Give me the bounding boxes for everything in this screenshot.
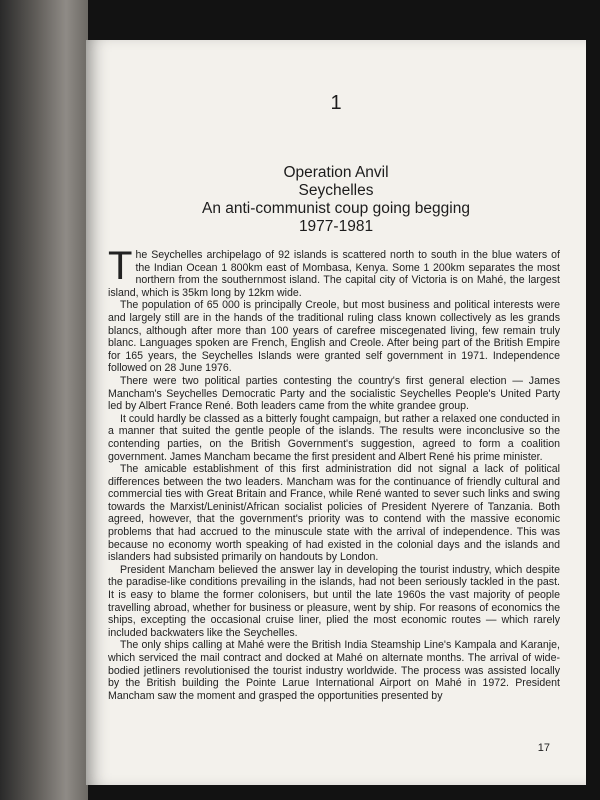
chapter-title-line: 1977-1981 [298,218,374,235]
paragraph-text: he Seychelles archipelago of 92 islands is scattered north to south in the blue waters of the Indian Ocean 1 800km east of Mombasa, Kenya. Some 1 200km separates the most northern from the southernmost island. The capital city of Victoria is on Mahé, the largest island, which is 35km long by 12km wide. [108,249,560,299]
paragraph: The amicable establishment of this first administration did not signal a lack of political differences between the two leaders. Mancham was for the continuance of friendly cultural and commercial ties with Great Britain and France, while René wanted to sever such links and swing towards the Marxist/Leninist/African socialist policies of President Nyerere of Tanzania. Both agreed, however, that the government's priority was to contend with the massive economic problems that had accrued to the minuscule state with the arrival of independence. This was because no economy worth speaking of had existed in the colonial days and the islands and islanders had subsisted primarily on handouts by London. [108,463,560,564]
paragraph: President Mancham believed the answer lay in developing the tourist industry, which despite the paradise-like conditions prevailing in the islands, had not been seriously tackled in the past. It is easy to blame the former colonisers, but until the late 1960s the vast majority of people travelling abroad, whether for business or pleasure, went by ship. For reasons of economics the ships, excepting the occasional cruise liner, plied the most economic routes — which rarely included backwaters like the Seychelles. [108,563,560,639]
book-page [86,40,586,785]
facing-page-edge [0,0,88,800]
chapter-title-line: An anti-communist coup going begging [202,200,470,217]
page-number: 17 [537,742,550,754]
chapter-title [86,164,586,236]
paragraph: There were two political parties contesting the country's first general election — James Mancham's Seychelles Democratic Party and the socialistic Seychelles People's United Party led by Albert France René. Both leaders came from the white grandee group. [108,374,560,413]
chapter-title-line: Operation Anvil [283,164,389,181]
chapter-title-line: Seychelles [298,182,374,199]
paragraph: The only ships calling at Mahé were the British India Steamship Line's Kampala and Karanje, which serviced the mail contract and docked at Mahé on alternate months. The arrival of wide-bodied jetliners revolutionised the tourist industry worldwide. The process was assisted locally by the British building the Pointe Larue International Airport on Mahé in 1972. President Mancham saw the moment and grasped the opportunities presented by [108,639,560,702]
body-text [108,244,560,702]
paragraph: It could hardly be classed as a bitterly fought campaign, but rather a relaxed one conducted in a manner that suited the gentle people of the islands. The results were inconclusive so the contending parties, on the British Government's suggestion, agreed to form a coalition government. James Mancham became the first president and Albert René his prime minister. [108,412,560,463]
paragraph [108,244,560,299]
paragraph: The population of 65 000 is principally Creole, but most business and political interests were and largely still are in the hands of the traditional ruling class known collectively as les grands blancs, although after more than 100 years of carefree miscegenated living, few remain truly blanc. Languages spoken are French, English and Creole. After being part of the British Empire for 165 years, the Seychelles Islands were granted self government in 1971. Independence followed on 28 June 1976. [108,299,560,375]
drop-cap: T [108,244,133,288]
chapter-number: 1 [330,92,342,114]
